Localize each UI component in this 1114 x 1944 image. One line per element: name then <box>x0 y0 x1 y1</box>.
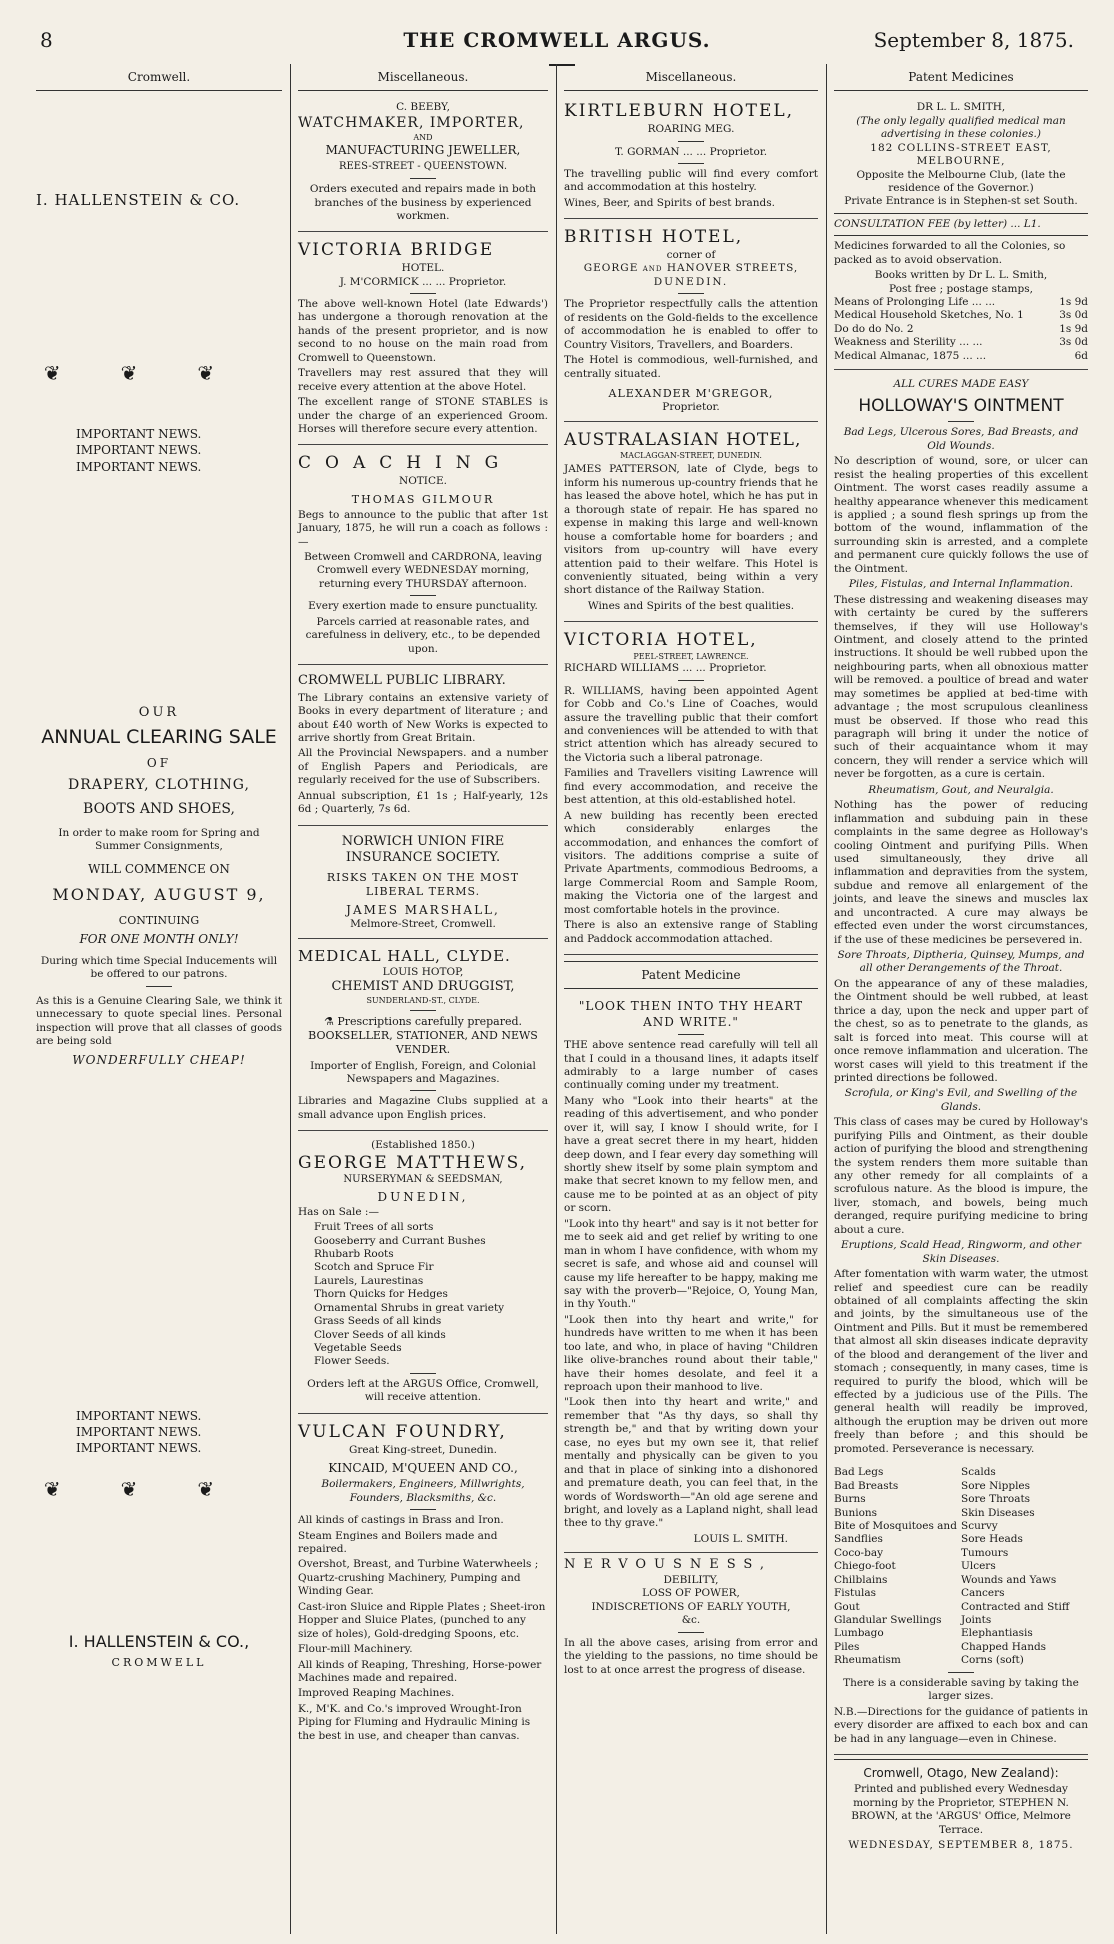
column-miscellaneous-2 <box>558 64 824 1934</box>
advert-title: VICTORIA HOTEL, <box>564 630 758 651</box>
firm-name-bottom: I. HALLENSTEIN & CO., <box>68 1632 250 1652</box>
advert-text: The travelling public will find every comfort and accommodation at this hostelry. <box>564 167 818 194</box>
advert-text: Importer of English, Foreign, and Colonial Newspapers and Magazines. <box>310 1059 536 1085</box>
advert-title: NERVOUSNESS, <box>564 1557 772 1573</box>
advert-proprietor: J. M'CORMICK ... ... Proprietor. <box>339 275 507 288</box>
list-item: Steam Engines and Boilers made and repaired. <box>298 1529 498 1556</box>
book-price: 1s 9d <box>1059 322 1088 335</box>
list-item: Scurvy <box>961 1519 998 1532</box>
book-title: Medical Household Sketches, No. 1 <box>834 309 1024 322</box>
advert-address: GEORGE and HANOVER STREETS, <box>583 262 799 275</box>
sale-inducements: During which time Special Inducements will be offered to our patrons. <box>40 954 278 981</box>
mortar-pestle-icon: ⚗ <box>323 1015 334 1029</box>
advert-text: Has on Sale :— <box>298 1205 379 1218</box>
list-item: Cast-iron Sluice and Ripple Plates ; Sheet-iron Hopper and Sluice Plates, (punched to any size of holes), Gold-dredging Spoons, etc. <box>298 1600 546 1640</box>
book-title: Do do do No. 2 <box>834 322 914 335</box>
list-item: Tumours <box>961 1546 1009 1559</box>
advert-signature: LOUIS L. SMITH. <box>693 1532 788 1545</box>
advert-address: DUNEDIN. <box>653 275 729 288</box>
sale-duration: FOR ONE MONTH ONLY! <box>79 931 239 946</box>
advert-text: The excellent range of STONE STABLES is under the charge of an experienced Groom. Horses will therefore secure every attention. <box>298 396 548 435</box>
rule <box>678 680 704 681</box>
advert-subtitle: DEBILITY, <box>663 1573 719 1586</box>
advert-title: "LOOK THEN INTO THY HEART AND WRITE." <box>578 999 804 1029</box>
list-item: Rheumatism <box>834 1654 901 1667</box>
advert-title: CROMWELL PUBLIC LIBRARY. <box>298 673 506 689</box>
advert-text: Wines, Beer, and Spirits of best brands. <box>564 196 776 209</box>
advert-text: Between Cromwell and CARDRONA, leaving Cromwell every WEDNESDAY morning, returning every THURSDAY afternoon. <box>304 550 542 590</box>
advert-text: This class of cases may be cured by Holloway's purifying Pills and Ointment, as their double action of purifying the blood and strengthening the system renders them more suitable than any other remedy for all complaints of a scrofulous nature. As the blood is impure, the liver, stomach, and bowels, being much deranged, require purifying medicine to bring about a cure. <box>834 1116 1088 1236</box>
list-item: Gout <box>834 1600 860 1613</box>
advertiser-name: JAMES MARSHALL, <box>346 903 500 918</box>
list-item: Wounds and Yaws <box>961 1573 1057 1586</box>
firm-name: I. HALLENSTEIN & CO. <box>36 191 241 210</box>
list-item <box>834 350 1088 363</box>
kirtleburn-hotel-advert <box>564 97 818 219</box>
advert-title: AUSTRALASIAN HOTEL, <box>564 429 802 450</box>
sale-reason: In order to make room for Spring and Summer Consignments, <box>58 826 260 853</box>
advert-text: Books written by Dr L. L. Smith, <box>874 269 1048 282</box>
imprint-text: Printed and published every Wednesday morning by the Proprietor, STEPHEN N. BROWN, at the 'ARGUS' Office, Melmore Terrace. <box>851 1783 1071 1836</box>
coaching-notice-advert <box>298 449 548 665</box>
section-heading: Bad Legs, Ulcerous Sores, Bad Breasts, and Old Wounds. <box>843 426 1079 452</box>
advert-text: A new building has recently been erected which considerably enlarges the accommodation, and enhances the comfort of visitors. The additions comprise a suite of Private Apartments, commodious Bedrooms, a large Commercial Room and Sample Room, making the Victoria one of the largest and most comfortable hotels in the province. <box>564 809 818 916</box>
sale-goods: DRAPERY, CLOTHING, <box>68 777 250 793</box>
advertiser-name: KINCAID, M'QUEEN AND CO., <box>328 1460 518 1475</box>
advertiser-name: DR L. L. SMITH, <box>916 101 1006 114</box>
advert-subtitle: MANUFACTURING JEWELLER, <box>325 142 521 157</box>
list-item: Elephantiasis <box>961 1627 1033 1640</box>
advert-text: Wines and Spirits of the best qualities. <box>587 599 795 612</box>
issue-date: September 8, 1875. <box>873 28 1074 52</box>
advert-text: Private Entrance is in Stephen-st set South. <box>844 195 1078 208</box>
george-matthews-advert <box>298 1135 548 1413</box>
ink-mark-ornament: ❦❦❦ <box>43 1476 275 1501</box>
list-item: Scotch and Spruce Fir <box>314 1261 434 1274</box>
list-item: Sore Heads <box>961 1533 1023 1546</box>
list-item: Corns (soft) <box>961 1654 1024 1667</box>
advert-text: AND <box>413 132 433 142</box>
book-price: 6d <box>1074 349 1088 362</box>
list-item: Bad Legs <box>834 1466 884 1479</box>
victoria-hotel-advert <box>564 626 818 955</box>
rule <box>834 235 1088 236</box>
advert-text: There is also an extensive range of Stabling and Paddock accommodation attached. <box>564 919 818 945</box>
rule <box>678 1034 704 1035</box>
advert-title: WATCHMAKER, IMPORTER, <box>298 114 525 131</box>
list-item <box>834 323 1088 336</box>
news-line: IMPORTANT NEWS. <box>76 1441 202 1456</box>
medical-hall-advert <box>298 943 548 1131</box>
advert-text: THE above sentence read carefully will tell all that I could in a thousand lines, it adapts itself admirably to a large number of cases continually coming under my treatment. <box>564 1039 818 1092</box>
book-title: Means of Prolonging Life ... ... <box>834 296 996 309</box>
list-item <box>834 336 1088 349</box>
rule <box>146 986 172 987</box>
list-item: Bunions <box>834 1506 878 1519</box>
list-item: Contracted and Stiff Joints <box>961 1600 1070 1627</box>
advert-text: (The only legally qualified medical man advertising in these colonies.) <box>856 114 1066 141</box>
list-item: Burns <box>834 1493 866 1506</box>
beeby-advert <box>298 97 548 232</box>
list-item: Sore Throats <box>961 1493 1031 1506</box>
advert-text: R. WILLIAMS, having been appointed Agent for Cobb and Co.'s Line of Coaches, would assure the travelling public that their comfort and conveniences will be attended to with that strict attention which has already secured to the Victoria such a liberal patronage. <box>564 684 818 764</box>
list-item: Piles <box>834 1640 860 1653</box>
advert-subtitle: LOSS OF POWER, <box>642 1587 740 1600</box>
advert-address: DUNEDIN, <box>377 1190 469 1205</box>
look-into-thy-heart-advert <box>564 995 818 1553</box>
news-line: IMPORTANT NEWS. <box>76 427 202 442</box>
advert-text: Orders left at the ARGUS Office, Cromwell, will receive attention. <box>307 1377 539 1404</box>
rule <box>678 141 704 142</box>
list-item: All kinds of castings in Brass and Iron. <box>298 1514 504 1527</box>
sale-our: OUR <box>138 704 180 720</box>
vulcan-foundry-advert <box>298 1418 548 1743</box>
column-divider <box>290 64 291 1934</box>
australasian-hotel-advert <box>564 426 818 623</box>
rule <box>948 1672 974 1673</box>
rule <box>678 163 704 164</box>
stock-list <box>298 1221 548 1369</box>
column-miscellaneous-1 <box>292 64 554 1934</box>
advert-text: Many who "Look into their hearts" at the reading of this advertisement, and who ponder over it, will say, I know I should write, for I have a great secret there in my heart, hidden deep down, and I fear every day something will shortly shew itself by some plain symptom and make that secret known to my fellow men, and cause me to be pointed at as an object of pity or scorn. <box>564 1094 818 1215</box>
list-item: Ulcers <box>961 1560 996 1573</box>
rule <box>410 1010 436 1011</box>
page-number: 8 <box>40 28 53 52</box>
book-title: Weakness and Sterility ... ... <box>834 336 983 349</box>
list-item: Coco-bay <box>834 1546 884 1559</box>
british-hotel-advert <box>564 223 818 421</box>
library-advert <box>298 669 548 826</box>
list-item <box>834 296 1088 309</box>
list-item: Overshot, Breast, and Turbine Waterwheels ; Quartz-crushing Machinery, Pumping and Winding Gear. <box>298 1558 539 1598</box>
section-heading: Scrofula, or King's Evil, and Swelling of the Glands. <box>844 1087 1078 1113</box>
sale-title: ANNUAL CLEARING SALE <box>41 726 277 749</box>
advert-text: On the appearance of any of these maladies, the Ointment should be well rubbed, at least thrice a day, upon the neck and upper part of the chest, so as to penetrate to the glands, as salt is forced into meat. This course will at once remove inflammation and ulceration. The worst cases will yield to this treatment if the printed directions be followed. <box>834 977 1088 1084</box>
advert-subtitle: Boilermakers, Engineers, Millwrights, Founders, Blacksmiths, &c. <box>321 1478 525 1504</box>
column-patent-medicines <box>828 64 1094 1934</box>
advert-text: N.B.—Directions for the guidance of patients in every disorder are affixed to each box and can be had in any language—even in Chinese. <box>834 1705 1088 1745</box>
advert-text: The above well-known Hotel (late Edwards') has undergone a thorough renovation at the hands of the present proprietor, and is now second to no house on the main road from Cromwell to Queenstown. <box>298 298 548 364</box>
dr-smith-advert <box>834 97 1088 370</box>
advert-text: Parcels carried at reasonable rates, and carefulness in delivery, etc., to be depended upon. <box>305 615 541 655</box>
advertiser-name: THOMAS GILMOUR <box>351 492 495 506</box>
rule <box>410 595 436 596</box>
column-heading: Cromwell. <box>36 64 282 91</box>
ailments-left <box>834 1466 961 1668</box>
advert-text: "Look then into thy heart and write," for hundreds have written to me when it has been too late, and who, in place of having "Children like olive-branches round about their table," have their homes desolate, and feel it a reproach upon their manhood to live. <box>564 1313 818 1394</box>
advert-title: VULCAN FOUNDRY, <box>298 1421 507 1442</box>
list-item: Laurels, Laurestinas <box>314 1274 424 1287</box>
advert-text: Orders executed and repairs made in both branches of the business by experienced workmen. <box>309 183 537 222</box>
list-item: Flour-mill Machinery. <box>298 1643 413 1656</box>
list-item: Flower Seeds. <box>314 1355 390 1368</box>
advert-subtitle: ROARING MEG. <box>647 123 735 136</box>
holloways-ointment-advert <box>834 374 1088 1755</box>
advert-subtitle: &c. <box>681 1614 701 1627</box>
advert-title: KIRTLEBURN HOTEL, <box>564 101 795 122</box>
firm-town: CROMWELL <box>111 1655 207 1669</box>
advert-text: "Look into thy heart" and say is it not better for me to seek aid and get relief by writing to one man in whom I have confidence, with whom my secret is safe, and whose aid and counsel will cause my life hereafter to be happy, making me say with the proverb—"Rejoice, O, Young Man, in thy Youth." <box>564 1217 818 1311</box>
section-heading: Rheumatism, Gout, and Neuralgia. <box>868 783 1054 796</box>
sale-day: MONDAY, AUGUST 9, <box>52 885 266 905</box>
list-item: Rhubarb Roots <box>314 1247 394 1260</box>
list-item: Chilblains <box>834 1573 888 1586</box>
news-line: IMPORTANT NEWS. <box>76 459 202 474</box>
section-heading: Eruptions, Scald Head, Ringworm, and other Skin Diseases. <box>841 1239 1081 1265</box>
list-item: All kinds of Reaping, Threshing, Horse-power Machines made and repaired. <box>298 1658 542 1684</box>
advert-text: Opposite the Melbourne Club, (late the residence of the Governor.) <box>856 168 1066 194</box>
list-item: Bad Breasts <box>834 1479 899 1492</box>
column-cromwell <box>30 64 288 1934</box>
rule <box>410 1373 436 1374</box>
hallenstein-advert <box>36 191 282 1669</box>
imprint <box>834 1759 1088 1853</box>
advert-subtitle: RISKS TAKEN ON THE MOST LIBERAL TERMS. <box>326 870 520 898</box>
advert-subtitle: NOTICE. <box>399 475 447 488</box>
list-item <box>834 309 1088 322</box>
advert-text: Travellers may rest assured that they will receive every attention at the above Hotel. <box>298 367 548 393</box>
list-item: Clover Seeds of all kinds <box>314 1328 446 1341</box>
advert-text: The Proprietor respectfully calls the attention of residents on the Gold-fields to the excellence of accommodation he is enabled to offer to Country Visitors, Travellers, and Boarders. <box>564 298 818 351</box>
advert-subtitle: INDISCRETIONS OF EARLY YOUTH, <box>591 1600 791 1613</box>
newspaper-title: THE CROMWELL ARGUS. <box>403 28 711 52</box>
list-item: Skin Diseases <box>961 1506 1035 1519</box>
rule <box>410 293 436 294</box>
advert-text: Libraries and Magazine Clubs supplied at a small advance upon English prices. <box>298 1095 548 1121</box>
advert-text: Families and Travellers visiting Lawrence will find every accommodation, and receive the best attention, at this old-established hotel. <box>564 767 818 807</box>
advert-text: Prescriptions carefully prepared. <box>337 1015 523 1029</box>
advert-text: (Established 1850.) <box>371 1139 475 1152</box>
advert-title: HOLLOWAY'S OINTMENT <box>858 395 1064 416</box>
advert-subtitle: CHEMIST AND DRUGGIST, <box>331 979 515 995</box>
advertiser-name: ALEXANDER M'GREGOR, <box>608 386 774 400</box>
advert-text: Post free ; postage stamps, <box>889 282 1033 295</box>
list-item: Cancers <box>961 1587 1005 1600</box>
advert-title: GEORGE MATTHEWS, <box>298 1152 528 1173</box>
list-item: Scalds <box>961 1466 996 1479</box>
sale-cheap: WONDERFULLY CHEAP! <box>72 1052 246 1067</box>
rule <box>410 1509 436 1510</box>
advert-text: There is a considerable saving by taking the larger sizes. <box>843 1676 1079 1703</box>
column-divider <box>556 64 557 1934</box>
section-heading: Piles, Fistulas, and Internal Inflammation. <box>848 578 1074 591</box>
norwich-union-advert <box>298 830 548 939</box>
advert-text: Medicines forwarded to all the Colonies, so packed as to avoid observation. <box>834 240 1066 266</box>
list-item: Bite of Mosquitoes and Sandflies <box>834 1519 957 1546</box>
advertiser-name: LOUIS HOTOP, <box>382 966 464 978</box>
advert-text: Nothing has the power of reducing inflammation and subduing pain in these complaints in the same degree as Holloway's cooling Ointment and purifying Pills. When used simultaneously, they drive all inflammation and depravities from the system, subdue and remove all enlargement of the joints, and leave the sinews and muscles lax and uncontracted. A cure may always be effected even under the worst circumstances, if the use of these medicines be persevered in. <box>834 799 1088 946</box>
advert-text: Begs to announce to the public that after 1st January, 1875, he will run a coach as follows :— <box>298 508 548 548</box>
column-heading: Patent Medicines <box>834 64 1088 91</box>
victoria-bridge-hotel-advert <box>298 236 548 445</box>
advertiser-name: C. BEEBY, <box>396 101 450 114</box>
advert-text: These distressing and weakening diseases may with certainty be cured by the sufferers themselves, if they will use Holloway's Ointment, and closely attend to the printed instructions. It should be well rubbed upon the neighbouring parts, when all obnoxious matter will be removed. a poultice of bread and water may sometimes be applied at bed-time with advantage ; the most scrupulous cleanliness must be observed. If those who read this paragraph will bring it under the notice of such of their acquaintance whom it may concern, they will render a service which will never be forgotten, as a cure is certain. <box>834 593 1088 781</box>
list-item: Gooseberry and Currant Bushes <box>314 1234 486 1247</box>
advert-address: Great King-street, Dunedin. <box>349 1443 497 1456</box>
list-item: Improved Reaping Machines. <box>298 1687 455 1700</box>
news-line: IMPORTANT NEWS. <box>76 1425 202 1440</box>
advert-text: JAMES PATTERSON, late of Clyde, begs to inform his numerous up-country friends that he has leased the above hotel, which he has put in a thorough state of repair. He has spared no expense in making this large and well-known house a comfortable home for boarders ; and visitors from up-country will have every attention paid to their welfare. This Hotel is conveniently situated, being within a very short distance of the Railway Station. <box>564 463 818 597</box>
book-price: 3s 0d <box>1059 336 1088 349</box>
advert-text: No description of wound, sore, or ulcer can resist the healing properties of this excellent Ointment. The worst cases readily assume a healthy appearance whenever this medicament is applied ; a sound flesh springs up from the bottom of the wound, inflammation of the surrounding skin is arrested, and a complete and permanent cure quickly follows the use of the Ointment. <box>834 455 1088 575</box>
imprint-date: WEDNESDAY, SEPTEMBER 8, 1875. <box>848 1839 1074 1852</box>
imprint-title: Cromwell, Otago, New Zealand): <box>863 1765 1059 1780</box>
column-heading: Miscellaneous. <box>564 64 818 91</box>
ailments-right <box>961 1466 1088 1668</box>
advert-address: MACLAGGAN-STREET, DUNEDIN. <box>620 451 762 461</box>
ailments-list <box>834 1466 1088 1668</box>
advert-title: COACHING <box>298 453 513 474</box>
news-line: IMPORTANT NEWS. <box>76 1408 202 1423</box>
sale-continuing: CONTINUING <box>118 913 200 927</box>
list-item: Grass Seeds of all kinds <box>314 1315 442 1328</box>
masthead <box>0 0 1114 60</box>
advert-title: VICTORIA BRIDGE <box>298 240 495 261</box>
advert-text: After fomentation with warm water, the utmost relief and speediest cure can be readily obtained of all complaints affecting the skin and joints, by the simultaneous use of the Ointment and Pills. But it must be remembered that almost all skin diseases indicate depravity of the blood and derangement of the liver and stomach ; consequently, in many cases, time is required to purify the blood, which will be effected by a judicious use of the Pills. The general health will readily be improved, although the eruption may be driven out more freely than before ; and this should be promoted. Perseverance is necessary. <box>834 1268 1088 1455</box>
list-item: Fruit Trees of all sorts <box>314 1221 434 1234</box>
advert-address: PEEL-STREET, LAWRENCE. <box>633 652 749 662</box>
rule <box>410 178 436 179</box>
book-price: 1s 9d <box>1059 296 1088 309</box>
rule <box>678 293 704 294</box>
list-item: Fistulas <box>834 1587 877 1600</box>
advert-title: BRITISH HOTEL, <box>564 227 744 248</box>
advert-text: BOOKSELLER, STATIONER, AND NEWS VENDER. <box>308 1029 538 1057</box>
sale-of: OF <box>146 755 172 770</box>
list-item: K., M'K. and Co.'s improved Wrought-Iron Piping for Fluming and Hydraulic Mining is the best in use, and cheaper than canvas. <box>298 1702 531 1742</box>
advert-address: Melmore-Street, Cromwell. <box>350 918 496 931</box>
advert-title: MEDICAL HALL, CLYDE. <box>298 946 511 965</box>
advert-address: 182 COLLINS-STREET EAST, MELBOURNE, <box>870 141 1052 168</box>
section-heading: Sore Throats, Diptheria, Quinsey, Mumps, and all other Derangements of the Throat. <box>837 949 1085 975</box>
list-item: Chapped Hands <box>961 1640 1047 1653</box>
list-item: Lumbago <box>834 1627 884 1640</box>
list-item: Chiego-foot <box>834 1560 896 1573</box>
list-item: Ornamental Shrubs in great variety <box>314 1301 505 1314</box>
advert-proprietor: Proprietor. <box>662 401 720 414</box>
column-divider <box>826 64 827 1934</box>
consultation-fee: CONSULTATION FEE (by letter) ... L1. <box>834 217 1041 230</box>
advert-text: "Look then into thy heart and write," and remember that "As thy days, so shall thy strength be," and that by writing down your case, no eyes but my own see it, that relief mentally and physically can be given to you and that in place of sinking into a dishonored and premature death, you can feel that, in the words of Wordsworth—"An old age serene and bright, and lovely as a Lapland night, shall lead thee to thy grave." <box>564 1396 818 1530</box>
advert-text: All the Provincial Newspapers. and a number of English Papers and Periodicals, are regularly received for the use of Subscribers. <box>298 747 548 787</box>
nervousness-advert <box>564 1557 818 1677</box>
rule <box>678 1632 704 1633</box>
advert-subtitle: NURSERYMAN & SEEDSMAN, <box>343 1174 503 1186</box>
column-heading: Miscellaneous. <box>298 64 548 91</box>
advert-address: REES-STREET - QUEENSTOWN. <box>338 161 508 173</box>
list-item: Thorn Quicks for Hedges <box>314 1288 448 1301</box>
list-item: Vegetable Seeds <box>314 1342 402 1354</box>
news-line: IMPORTANT NEWS. <box>76 443 202 458</box>
advert-subtitle: HOTEL. <box>401 262 445 275</box>
advert-proprietor: RICHARD WILLIAMS ... ... Proprietor. <box>564 662 767 675</box>
sale-goods: BOOTS AND SHOES, <box>83 800 235 817</box>
sale-genuine: As this is a Genuine Clearing Sale, we think it unnecessary to quote special lines. Personal inspection will prove that all classes of goods are being sold <box>36 994 282 1048</box>
advert-text: The Library contains an extensive variety of Books in every department of literature ; and about £40 worth of New Works is expected to arrive shortly from Great Britain. <box>298 691 548 744</box>
sale-commence: WILL COMMENCE ON <box>88 861 230 876</box>
list-item: Glandular Swellings <box>834 1614 942 1627</box>
list-item: Sore Nipples <box>961 1479 1031 1492</box>
advert-text: corner of <box>666 249 716 262</box>
rule <box>834 213 1088 214</box>
advert-text: ALL CURES MADE EASY <box>893 378 1029 391</box>
advert-title: NORWICH UNION FIRE INSURANCE SOCIETY. <box>341 833 505 866</box>
section-heading: Patent Medicine <box>564 961 818 989</box>
book-title: Medical Almanac, 1875 ... ... <box>834 349 987 362</box>
advert-address: SUNDERLAND-ST., CLYDE. <box>366 996 480 1006</box>
ink-mark-ornament: ❦❦❦ <box>43 360 275 385</box>
rule <box>948 421 974 422</box>
advert-text: Every exertion made to ensure punctuality. <box>308 600 538 613</box>
advert-text: Annual subscription, £1 1s ; Half-yearly, 12s 6d ; Quarterly, 7s 6d. <box>298 789 548 816</box>
rule <box>410 1090 436 1091</box>
advert-text: In all the above cases, arising from error and the yielding to the passions, no time should be lost to at once arrest the progress of disease. <box>564 1636 818 1676</box>
book-price: 3s 0d <box>1059 309 1088 322</box>
book-price-list <box>834 296 1088 363</box>
advert-text: The Hotel is commodious, well-furnished, and centrally situated. <box>564 354 818 380</box>
advert-proprietor: T. GORMAN ... ... Proprietor. <box>614 145 768 158</box>
